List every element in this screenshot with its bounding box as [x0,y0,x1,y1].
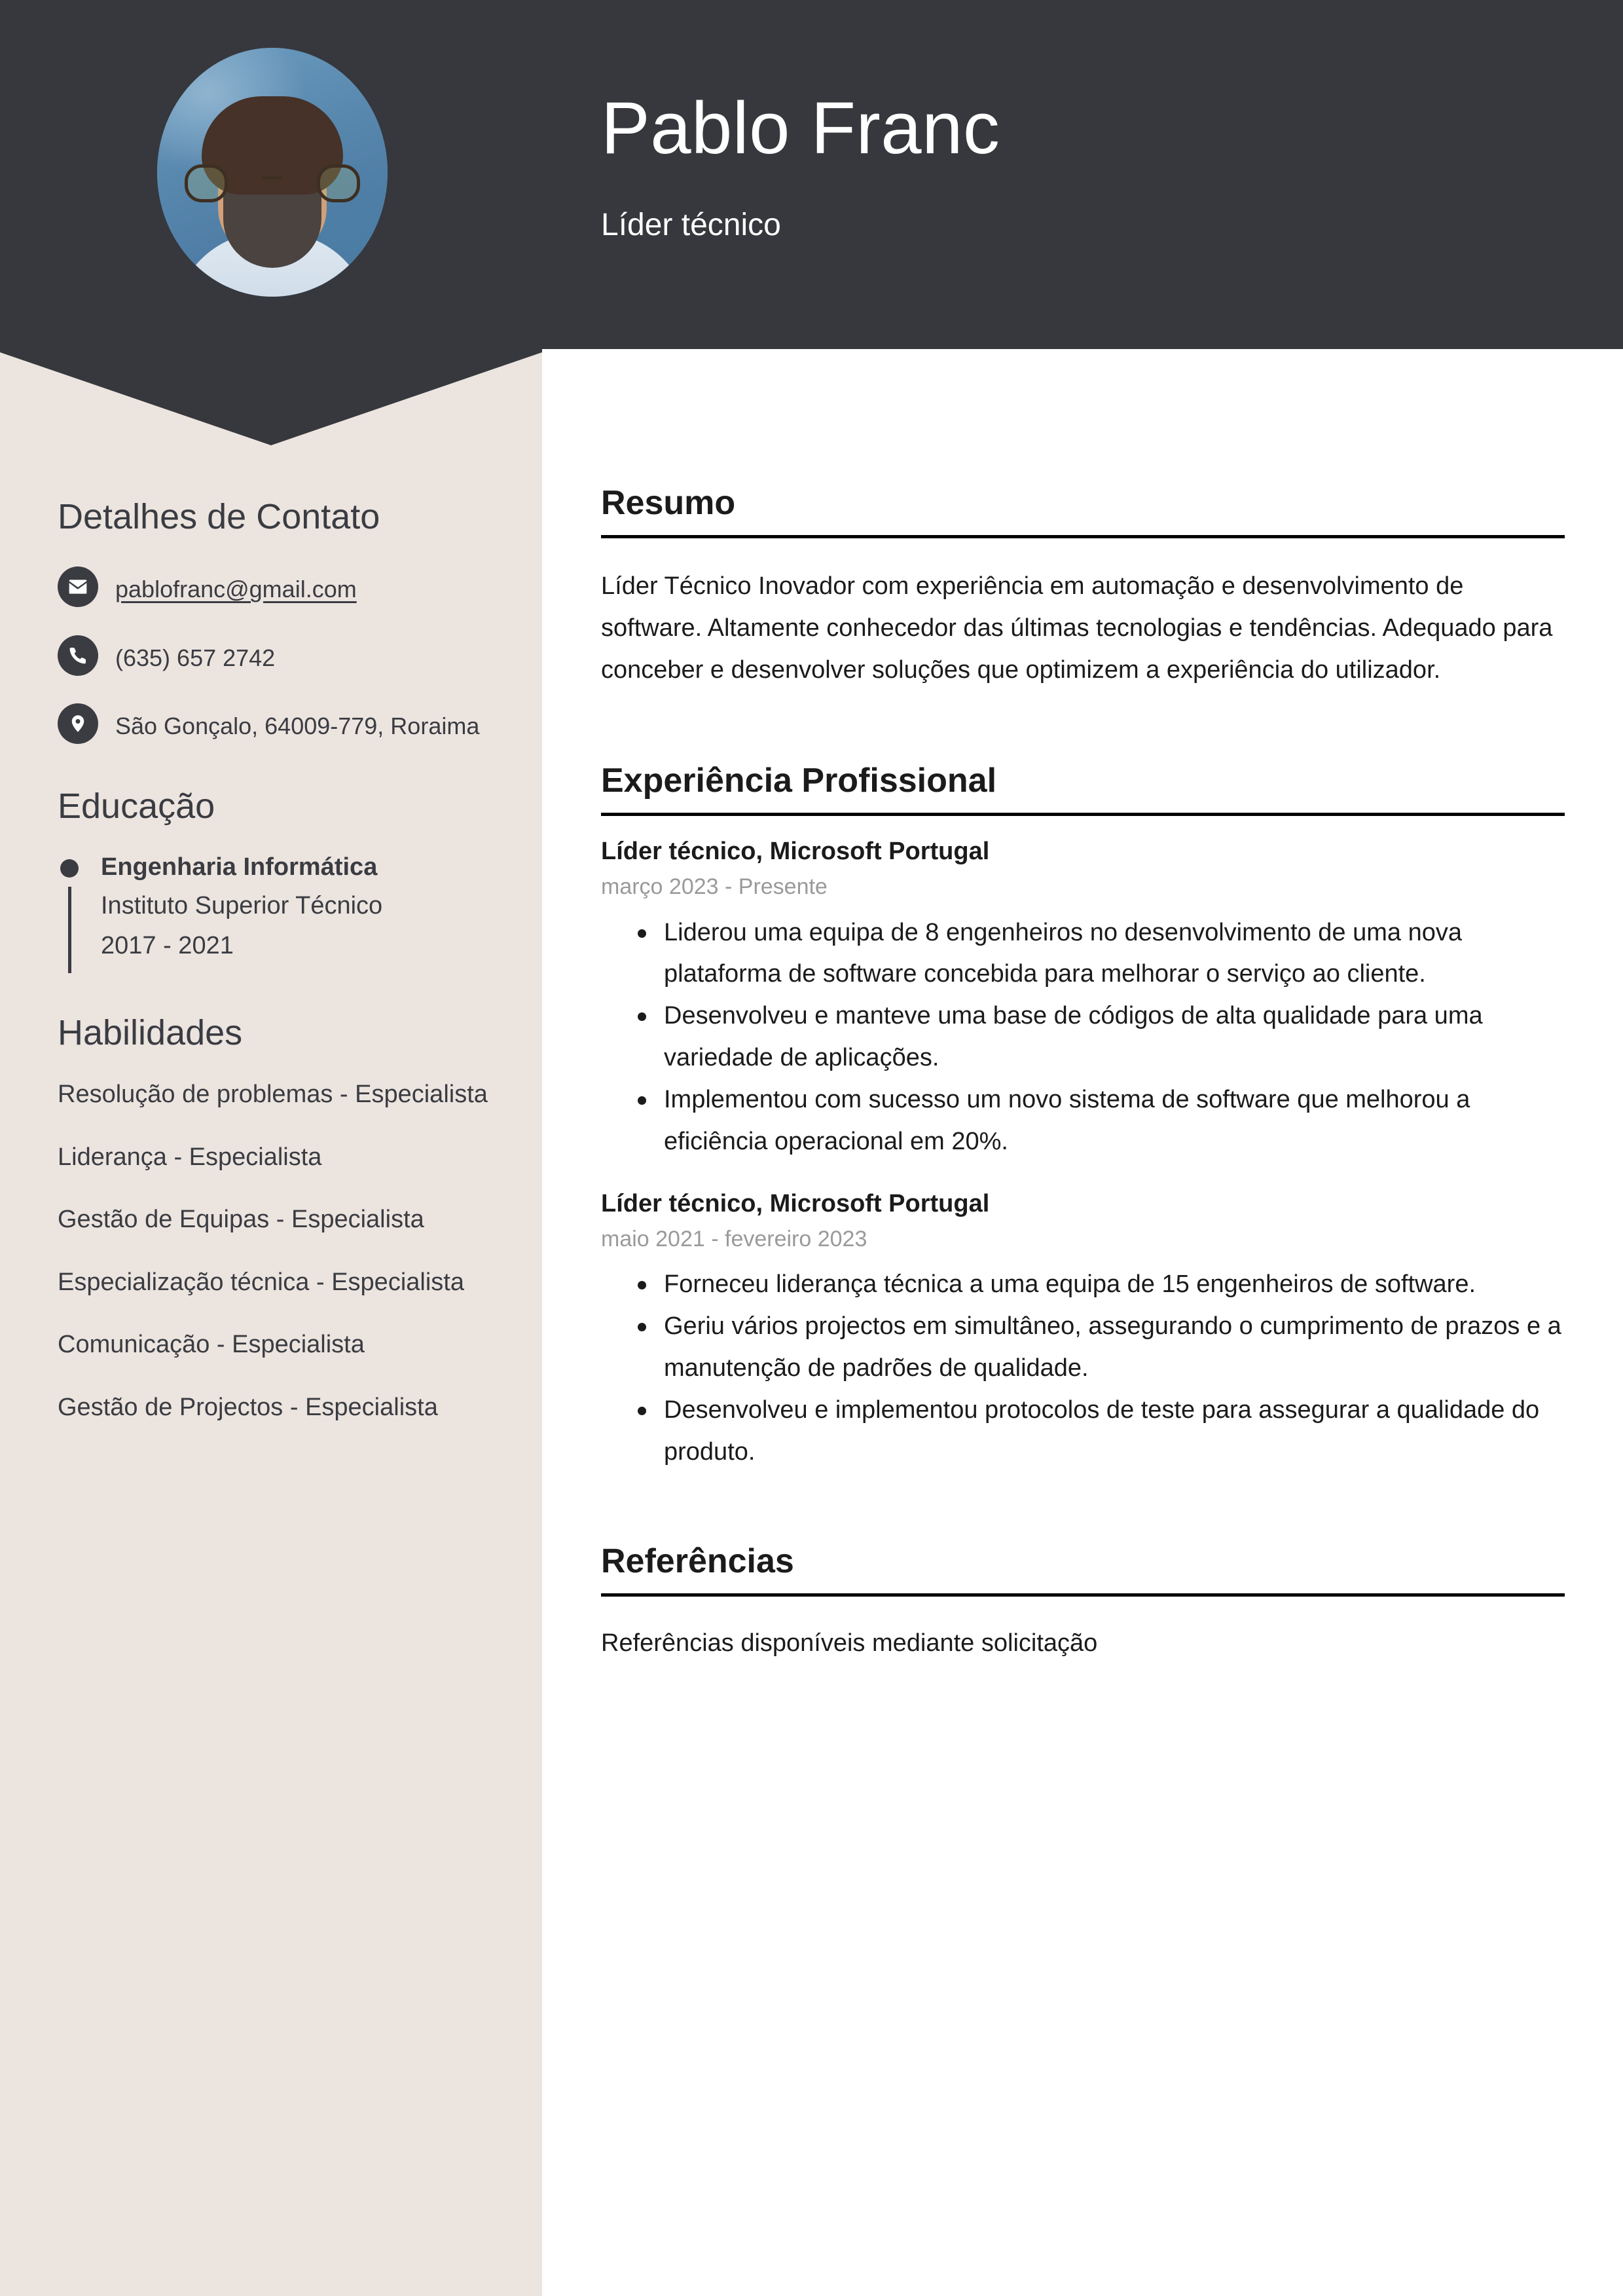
experience-divider [601,813,1565,816]
job-role: Líder técnico [601,208,781,242]
contact-item-phone[interactable] [58,635,490,677]
envelope-icon [58,566,98,607]
job-bullet: Implementou com sucesso um novo sistema de software que melhorou a eficiência operacional em 20%. [664,1079,1565,1163]
sidebar [58,498,490,1450]
summary-text: Líder Técnico Inovador com experiência em automação e desenvolvimento de software. Altamente conhecedor das últimas tecnologias e tendências. Adequado para conceber e desenvolver soluções que optimizem a experiência do utilizador. [601,572,1553,684]
job-bullet-list [601,912,1565,1163]
job-title: Líder técnico, Microsoft Portugal [601,1189,990,1217]
skill-item: Comunicação - Especialista [58,1331,365,1359]
experience-job [601,1187,1565,1473]
job-dates: maio 2021 - fevereiro 2023 [601,1226,867,1251]
job-bullet-list [601,1264,1565,1473]
summary-heading: Resumo [601,484,736,522]
job-bullet: Desenvolveu e implementou protocolos de teste para assegurar a qualidade do produto. [664,1390,1565,1473]
education-institution: Instituto Superior Técnico [101,891,383,919]
location-pin-icon [58,703,98,744]
phone-icon [58,635,98,676]
job-bullet: Desenvolveu e manteve uma base de códigos de alta qualidade para uma variedade de aplicações. [664,995,1565,1079]
avatar [157,48,388,297]
education-heading: Educação [58,787,215,826]
references-section [601,1543,1565,1665]
contact-heading: Detalhes de Contato [58,497,380,536]
skill-item: Gestão de Projectos - Especialista [58,1393,438,1421]
skill-item: Gestão de Equipas - Especialista [58,1206,424,1234]
job-bullet: Liderou uma equipa de 8 engenheiros no desenvolvimento de uma nova plataforma de software concebida para melhorar o serviço ao cliente. [664,912,1565,996]
education-timeline-line [68,887,71,973]
references-text: Referências disponíveis mediante solicitação [601,1629,1098,1657]
education-entry [58,849,490,967]
skill-item: Especialização técnica - Especialista [58,1268,464,1296]
skills-heading: Habilidades [58,1012,243,1052]
skill-item: Liderança - Especialista [58,1143,322,1171]
job-bullet: Geriu vários projectos em simultâneo, assegurando o cumprimento de prazos e a manutenção de padrões de qualidade. [664,1306,1565,1390]
education-years: 2017 - 2021 [101,932,234,960]
job-title: Líder técnico, Microsoft Portugal [601,837,990,865]
main-content [601,485,1565,1665]
references-heading: Referências [601,1542,794,1580]
email-value[interactable]: pablofranc@gmail.com [115,576,357,603]
avatar-glasses-bridge [263,176,282,179]
experience-heading: Experiência Profissional [601,761,997,800]
references-divider [601,1593,1565,1597]
avatar-glasses-right [317,164,360,202]
summary-divider [601,535,1565,538]
skill-item: Resolução de problemas - Especialista [58,1081,488,1109]
contact-item-email[interactable] [58,566,490,608]
phone-value: (635) 657 2742 [115,644,276,671]
job-bullet: Forneceu liderança técnica a uma equipa de 15 engenheiros de software. [664,1264,1565,1306]
avatar-glasses-left [185,164,228,202]
contact-item-location [58,703,490,745]
education-degree: Engenharia Informática [101,853,378,881]
summary-section [601,485,1565,692]
job-dates: março 2023 - Presente [601,874,828,900]
full-name: Pablo Franc [601,87,1000,169]
experience-section [601,762,1565,1473]
education-bullet-dot [60,859,79,878]
location-value: São Gonçalo, 64009-779, Roraima [115,713,480,740]
experience-job [601,834,1565,1163]
